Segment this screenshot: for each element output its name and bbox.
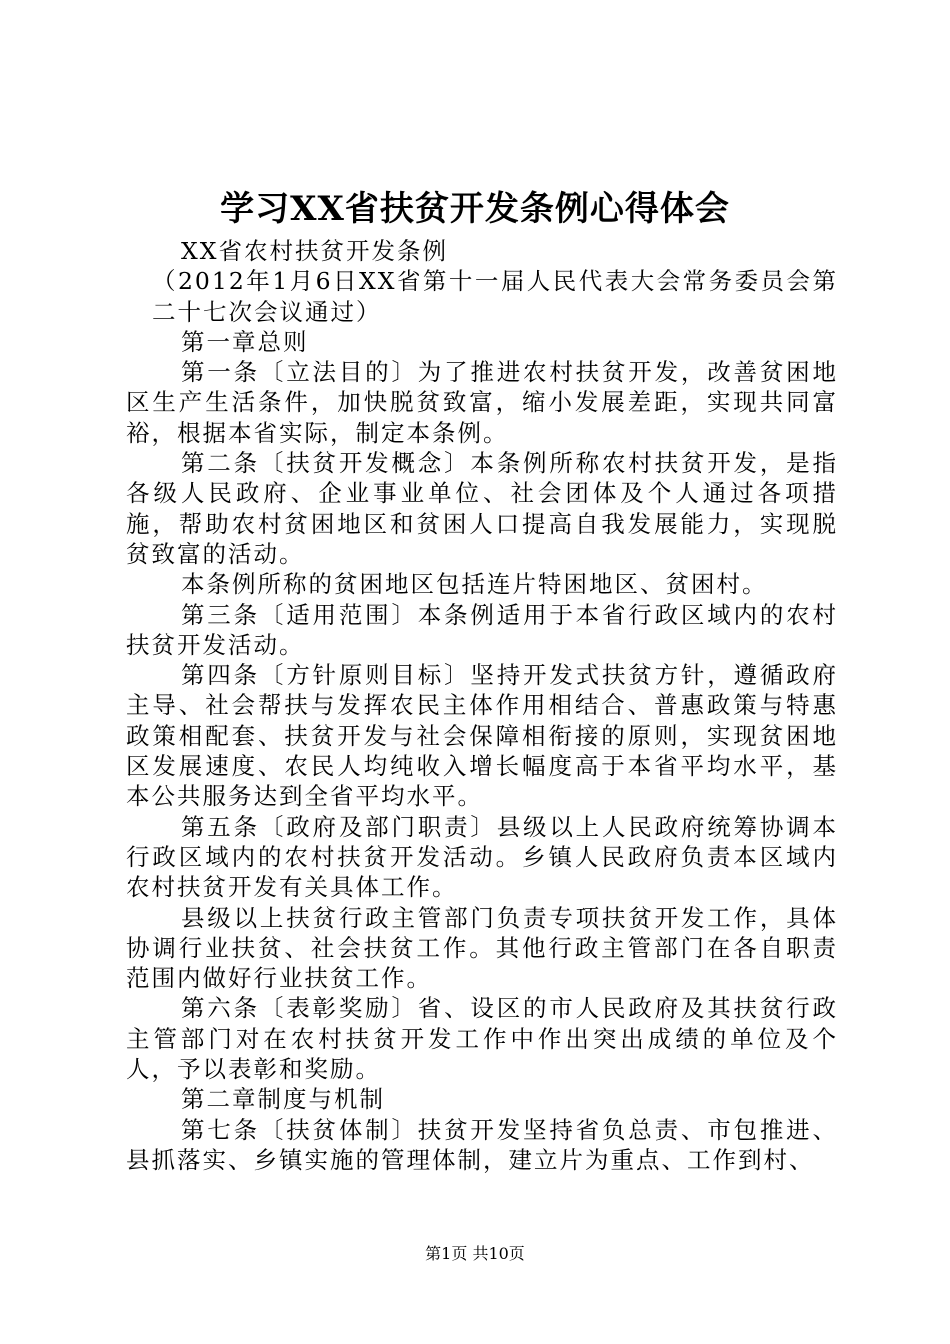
article-paragraph: 第七条〔扶贫体制〕扶贫开发坚持省负总责、市包推进、县抓落实、乡镇实施的管理体制，建立片为重点、工作到村、 bbox=[126, 1115, 838, 1174]
document-body bbox=[126, 236, 838, 1175]
adoption-note: （2012年1月6日XX省第十一届人民代表大会常务委员会第二十七次会议通过） bbox=[152, 267, 838, 326]
page-number-footer: 第1页 共10页 bbox=[425, 1244, 525, 1263]
article-paragraph: 第四条〔方针原则目标〕坚持开发式扶贫方针，遵循政府主导、社会帮扶与发挥农民主体作用相结合、普惠政策与特惠政策相配套、扶贫开发与社会保障相衔接的原则，实现贫困地区发展速度、农民人均纯收入增长幅度高于本省平均水平，基本公共服务达到全省平均水平。 bbox=[126, 661, 838, 811]
regulation-name: XX省农村扶贫开发条例 bbox=[181, 237, 448, 265]
article-paragraph: 第三条〔适用范围〕本条例适用于本省行政区域内的农村扶贫开发活动。 bbox=[126, 600, 838, 659]
article-paragraph: 本条例所称的贫困地区包括连片特困地区、贫困村。 bbox=[181, 570, 768, 599]
article-paragraph: 第六条〔表彰奖励〕省、设区的市人民政府及其扶贫行政主管部门对在农村扶贫开发工作中作出突出成绩的单位及个人，予以表彰和奖励。 bbox=[126, 994, 838, 1084]
article-paragraph: 第一条〔立法目的〕为了推进农村扶贫开发，改善贫困地区生产生活条件，加快脱贫致富，缩小发展差距，实现共同富裕，根据本省实际，制定本条例。 bbox=[126, 358, 838, 447]
article-paragraph: 县级以上扶贫行政主管部门负责专项扶贫开发工作，具体协调行业扶贫、社会扶贫工作。其他行政主管部门在各自职责范围内做好行业扶贫工作。 bbox=[126, 903, 838, 993]
document-title: 学习XX省扶贫开发条例心得体会 bbox=[220, 189, 730, 229]
article-paragraph: 第二条〔扶贫开发概念〕本条例所称农村扶贫开发，是指各级人民政府、企业事业单位、社会团体及个人通过各项措施，帮助农村贫困地区和贫困人口提高自我发展能力，实现脱贫致富的活动。 bbox=[126, 449, 838, 568]
article-paragraph: 第五条〔政府及部门职责〕县级以上人民政府统筹协调本行政区域内的农村扶贫开发活动。乡镇人民政府负责本区域内农村扶贫开发有关具体工作。 bbox=[126, 812, 838, 902]
chapter-heading: 第二章制度与机制 bbox=[181, 1085, 385, 1114]
chapter-heading: 第一章总则 bbox=[181, 327, 309, 356]
